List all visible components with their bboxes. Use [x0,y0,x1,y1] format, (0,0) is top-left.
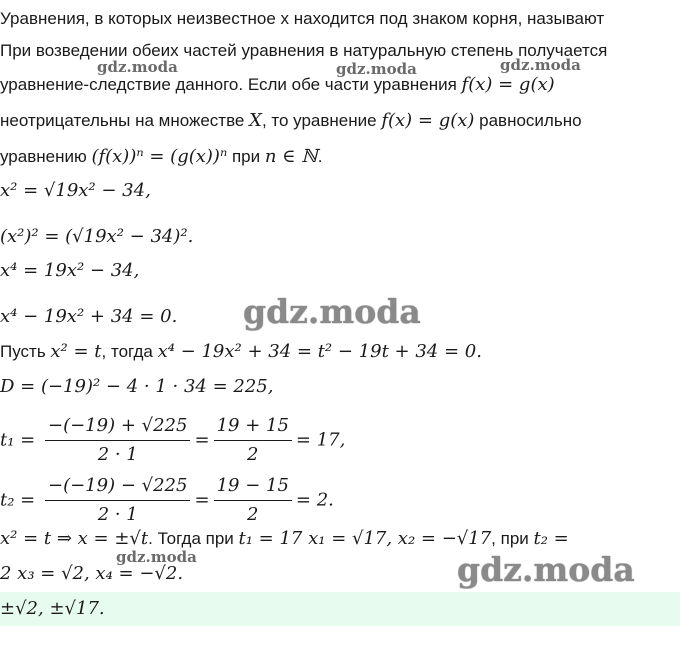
equation-2: (x²)² = (√19x² − 34)². [0,226,194,247]
formula: t₂ = [533,528,569,549]
theory-text: . [317,147,323,166]
answer-text: ±√2, ±√17. [0,598,105,619]
watermark-small: gdz.moda [336,60,417,78]
theory-text: уравнению [0,147,92,166]
theory-text: равносильно [474,111,582,130]
fraction [45,414,190,467]
fraction [214,474,292,527]
theory-text: уравнение-следствие данного. Если обе части уравнения [0,75,462,94]
formula: (f(x))ⁿ = (g(x))ⁿ [91,146,228,167]
solution-text: , тогда [101,342,158,361]
theory-line-2: При возведении обеих частей уравнения в натуральную степень получается [0,41,608,60]
discriminant: D = (−19)² − 4 · 1 · 34 = 225, [0,376,274,397]
root-label: t₂ = [0,489,36,511]
theory-line-1: Уравнения, в которых неизвестное x находится под знаком корня, называют [0,9,605,28]
formula: t₁ = 17 x₁ = √17, x₂ = −√17 [238,528,492,549]
watermark-small: gdz.moda [97,58,178,76]
theory-line-4 [0,110,582,132]
formula: f(x) = g(x) [461,74,555,95]
root-label: t₁ = [0,429,36,451]
solution-text: , при [491,529,534,548]
formula: x⁴ − 19x² + 34 = t² − 19t + 34 = 0. [157,341,482,362]
fraction-denominator: 2 [247,504,259,525]
fraction-denominator: 2 · 1 [97,504,138,525]
watermark-small: gdz.moda [116,548,197,566]
formula: n ∈ ℕ [264,146,318,167]
formula: f(x) = g(x) [381,110,475,131]
theory-line-3 [0,74,555,96]
theory-text: неотрицательны на множестве [0,111,250,130]
solution-text: Пусть [0,342,51,361]
fraction-numerator: 19 − 15 [214,474,292,501]
equation-3: x⁴ = 19x² − 34, [0,260,140,281]
root-result: = 2. [295,489,334,511]
equation-4: x⁴ − 19x² + 34 = 0. [0,306,178,327]
fraction [45,474,190,527]
formula: x² = t ⇒ x = ±√t [0,528,149,549]
substitution-line [0,341,482,363]
fraction-numerator: −(−19) − √225 [45,474,190,501]
theory-line-5 [0,146,322,168]
root-result: = 17, [295,429,346,451]
equation-1: x² = √19x² − 34, [0,180,151,201]
formula: x² = t [50,341,102,362]
watermark-small: gdz.moda [500,56,581,74]
root-t1: t₁ = $\frac{-(-19) + √225}{2 \cdot 1}$ = $\frac{19 + 15}{2}$ = 17, [0,415,346,465]
watermark-large: gdz.moda [243,292,421,331]
fraction-numerator: −(−19) + √225 [45,414,190,441]
theory-text: при [227,147,265,166]
theory-text: , то уравнение [261,111,382,130]
solution-text: . Тогда при [148,529,239,548]
roots-line: 2 x₃ = √2, x₄ = −√2. [0,563,184,584]
fraction-denominator: 2 · 1 [97,444,138,465]
fraction-numerator: 19 + 15 [214,414,292,441]
fraction [214,414,292,467]
root-t2: t₂ = $\frac{-(-19) - √225}{2 \cdot 1}$ = $\frac{19 - 15}{2}$ = 2. [0,475,334,525]
set-symbol: X [249,110,262,131]
fraction-denominator: 2 [247,444,259,465]
watermark-large: gdz.moda [457,550,635,589]
back-substitution-line [0,528,569,550]
